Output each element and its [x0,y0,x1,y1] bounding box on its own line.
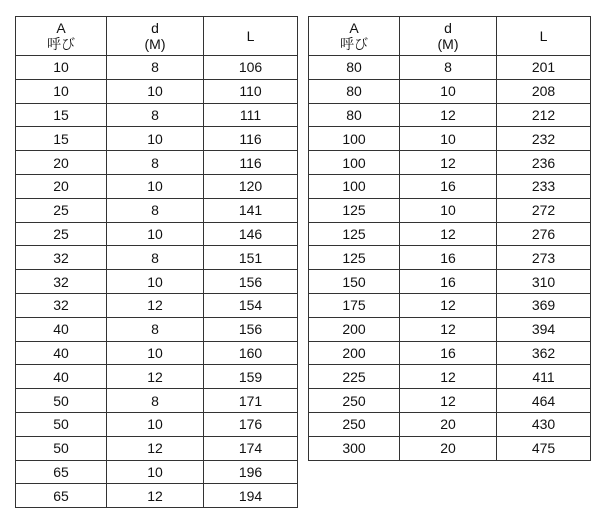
cell-d: 12 [107,365,204,389]
cell-l: 116 [204,127,298,151]
cell-l: 232 [497,127,591,151]
table-row [16,174,298,198]
cell-a: 32 [16,246,107,270]
cell-a: 25 [16,222,107,246]
spec-table-right [308,16,591,461]
table-row [309,389,591,413]
table-row [16,246,298,270]
table-row [16,270,298,294]
cell-d: 12 [107,436,204,460]
cell-l: 151 [204,246,298,270]
table-row [16,293,298,317]
cell-d: 16 [400,341,497,365]
cell-l: 208 [497,79,591,103]
table-row [16,103,298,127]
table-row [16,222,298,246]
cell-l: 201 [497,56,591,80]
cell-l: 156 [204,317,298,341]
cell-d: 8 [400,56,497,80]
cell-d: 10 [400,127,497,151]
cell-a: 25 [16,198,107,222]
table-body [309,56,591,461]
header-d [400,17,497,56]
cell-a: 250 [309,412,400,436]
cell-l: 120 [204,174,298,198]
cell-a: 32 [16,270,107,294]
table-row [309,341,591,365]
cell-d: 20 [400,436,497,460]
header-row [309,17,591,56]
header-l-label: L [246,28,255,44]
cell-d: 8 [107,198,204,222]
table-row [309,174,591,198]
cell-l: 233 [497,174,591,198]
cell-l: 141 [204,198,298,222]
cell-d: 10 [107,222,204,246]
cell-d: 10 [107,412,204,436]
header-d-bottom: (M) [437,36,459,52]
cell-d: 12 [400,293,497,317]
cell-d: 8 [107,246,204,270]
header-l [497,17,591,56]
table-row [309,103,591,127]
cell-l: 156 [204,270,298,294]
header-a-bottom: 呼び [47,36,75,52]
cell-l: 273 [497,246,591,270]
cell-l: 116 [204,151,298,175]
cell-d: 16 [400,246,497,270]
table-row [309,270,591,294]
cell-a: 300 [309,436,400,460]
cell-a: 125 [309,222,400,246]
header-d-bottom: (M) [144,36,166,52]
cell-a: 65 [16,460,107,484]
cell-a: 150 [309,270,400,294]
table-row [16,198,298,222]
table-row [309,79,591,103]
cell-a: 125 [309,198,400,222]
cell-l: 236 [497,151,591,175]
header-a [16,17,107,56]
cell-l: 196 [204,460,298,484]
table-row [309,246,591,270]
table-row [309,56,591,80]
cell-a: 250 [309,389,400,413]
spec-table-left [15,16,298,508]
cell-d: 8 [107,151,204,175]
cell-a: 200 [309,341,400,365]
table-row [309,293,591,317]
cell-a: 10 [16,56,107,80]
cell-d: 10 [107,79,204,103]
cell-d: 8 [107,103,204,127]
cell-a: 80 [309,79,400,103]
cell-l: 362 [497,341,591,365]
cell-d: 10 [107,270,204,294]
cell-d: 16 [400,270,497,294]
cell-a: 100 [309,174,400,198]
cell-l: 310 [497,270,591,294]
table-row [309,198,591,222]
cell-l: 154 [204,293,298,317]
cell-l: 171 [204,389,298,413]
header-a-top: A [56,20,66,36]
table-row [309,317,591,341]
header-a-top: A [349,20,359,36]
cell-a: 40 [16,317,107,341]
cell-a: 200 [309,317,400,341]
cell-l: 464 [497,389,591,413]
cell-a: 20 [16,174,107,198]
cell-l: 111 [204,103,298,127]
cell-a: 40 [16,365,107,389]
cell-d: 12 [400,317,497,341]
header-a [309,17,400,56]
cell-l: 276 [497,222,591,246]
cell-a: 32 [16,293,107,317]
table-row [309,151,591,175]
cell-l: 212 [497,103,591,127]
table-row [309,222,591,246]
cell-d: 12 [400,222,497,246]
cell-d: 12 [400,389,497,413]
cell-a: 10 [16,79,107,103]
cell-l: 159 [204,365,298,389]
cell-a: 100 [309,127,400,151]
cell-d: 12 [107,484,204,508]
header-d [107,17,204,56]
cell-l: 194 [204,484,298,508]
cell-d: 12 [107,293,204,317]
cell-a: 15 [16,103,107,127]
table-row [309,412,591,436]
table-row [309,436,591,460]
table-row [16,79,298,103]
cell-d: 10 [107,460,204,484]
table-row [16,341,298,365]
cell-d: 10 [400,198,497,222]
cell-a: 175 [309,293,400,317]
cell-l: 176 [204,412,298,436]
header-row [16,17,298,56]
table-row [16,365,298,389]
cell-a: 65 [16,484,107,508]
table-row [16,127,298,151]
cell-a: 40 [16,341,107,365]
cell-a: 50 [16,412,107,436]
cell-a: 125 [309,246,400,270]
cell-d: 16 [400,174,497,198]
cell-a: 20 [16,151,107,175]
cell-d: 8 [107,56,204,80]
cell-d: 12 [400,365,497,389]
cell-l: 394 [497,317,591,341]
cell-l: 174 [204,436,298,460]
cell-d: 10 [107,341,204,365]
header-l-label: L [539,28,548,44]
cell-d: 12 [400,151,497,175]
cell-d: 10 [107,174,204,198]
cell-d: 8 [107,389,204,413]
cell-l: 369 [497,293,591,317]
cell-l: 146 [204,222,298,246]
cell-a: 225 [309,365,400,389]
header-d-top: d [444,20,452,36]
cell-l: 475 [497,436,591,460]
cell-a: 50 [16,436,107,460]
table-row [16,412,298,436]
cell-l: 160 [204,341,298,365]
table-row [309,365,591,389]
table-body [16,56,298,508]
cell-l: 110 [204,79,298,103]
cell-d: 12 [400,103,497,127]
cell-a: 100 [309,151,400,175]
table-row [16,389,298,413]
cell-a: 80 [309,103,400,127]
table-row [16,460,298,484]
cell-d: 10 [400,79,497,103]
table-row [16,56,298,80]
cell-l: 411 [497,365,591,389]
cell-l: 272 [497,198,591,222]
cell-l: 106 [204,56,298,80]
table-row [16,317,298,341]
cell-d: 20 [400,412,497,436]
cell-l: 430 [497,412,591,436]
header-l [204,17,298,56]
cell-d: 10 [107,127,204,151]
cell-a: 15 [16,127,107,151]
cell-a: 80 [309,56,400,80]
header-d-top: d [151,20,159,36]
table-row [309,127,591,151]
cell-a: 50 [16,389,107,413]
cell-d: 8 [107,317,204,341]
header-a-bottom: 呼び [340,36,368,52]
table-row [16,436,298,460]
table-row [16,484,298,508]
table-row [16,151,298,175]
